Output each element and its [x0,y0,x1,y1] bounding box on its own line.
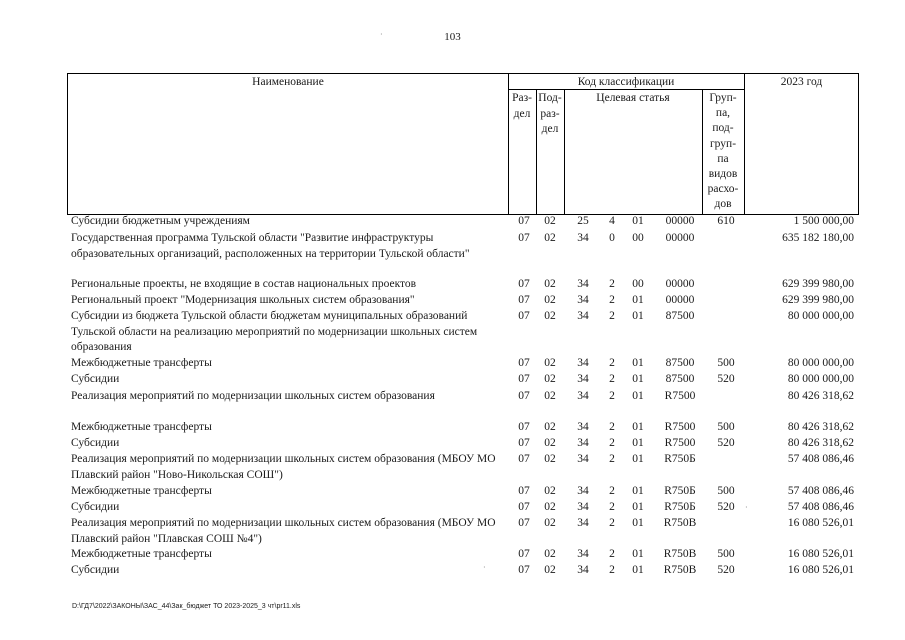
cell-target-event: 00 [632,278,644,290]
cell-target-direction: R750В [663,548,697,560]
cell-amount-2023: 80 000 000,00 [787,357,854,369]
cell-target-program: 34 [577,501,589,513]
cell-target-program: 34 [577,357,589,369]
cell-razdel: 07 [518,215,530,227]
column-header-target: Целевая статья [596,92,670,104]
cell-target-program: 34 [577,390,589,402]
cell-target-direction: 00000 [665,215,695,227]
cell-razdel: 07 [518,357,530,369]
cell-target-subprogram: 2 [609,517,615,529]
scan-speck: · [483,563,486,572]
cell-amount-2023: 16 080 526,01 [787,548,854,560]
cell-target-subprogram: 2 [609,390,615,402]
cell-expense-type: 520 [717,501,735,513]
cell-target-direction: 00000 [665,278,695,290]
vid-line: Груп- [709,92,737,104]
cell-target-program: 34 [577,548,589,560]
cell-target-program: 34 [577,485,589,497]
column-header-podrazdel [536,91,564,138]
row-name: Межбюджетные трансферты [71,357,212,369]
cell-podrazdel: 02 [544,357,556,369]
cell-podrazdel: 02 [544,564,556,576]
cell-podrazdel: 02 [544,453,556,465]
cell-podrazdel: 02 [544,501,556,513]
vid-line: па [717,152,729,165]
cell-target-event: 01 [632,453,644,465]
cell-amount-2023: 80 426 318,62 [787,390,854,402]
row-name: Субсидии [71,501,120,513]
cell-podrazdel: 02 [544,517,556,529]
cell-target-event: 01 [632,373,644,385]
row-name: Межбюджетные трансферты [71,548,212,560]
column-header-code: Код классификации [577,76,675,88]
cell-amount-2023: 80 000 000,00 [787,373,854,385]
vid-line: па, [715,107,731,120]
cell-target-direction: R750Б [664,501,696,513]
cell-target-direction: R750Б [664,453,696,465]
cell-podrazdel: 02 [544,310,556,322]
cell-target-subprogram: 2 [609,485,615,497]
cell-razdel: 07 [518,437,530,449]
cell-target-program: 34 [577,564,589,576]
column-header-name: Наименование [252,76,324,88]
cell-target-event: 01 [632,294,644,306]
row-name: Реализация мероприятий по модернизации школьных систем образования [71,390,435,402]
cell-target-direction: 00000 [665,294,695,306]
cell-target-direction: R750В [663,564,697,576]
cell-amount-2023: 1 500 000,00 [793,215,854,227]
cell-target-direction: R750Б [664,485,696,497]
podrazdel-line: раз- [540,107,560,120]
page-number: 103 [444,31,461,43]
cell-podrazdel: 02 [544,232,556,244]
cell-target-event: 01 [632,564,644,576]
scan-speck: · [380,30,383,39]
cell-expense-type: 500 [717,357,735,369]
cell-expense-type: 500 [717,421,735,433]
cell-target-program: 34 [577,294,589,306]
cell-target-subprogram: 2 [609,310,615,322]
cell-razdel: 07 [518,390,530,402]
vid-line: под- [712,122,734,135]
cell-target-subprogram: 2 [609,453,615,465]
column-header-razdel [508,91,536,122]
file-path-footer: D:\ГД7\2022\ЗАКОНЫ\ЗАС_44\Зак_бюджет ТО 2023-2025_3 чт\pr11.xls [72,603,301,610]
row-name: Региональный проект "Модернизация школьных систем образования" [71,294,415,306]
cell-expense-type: 500 [717,485,735,497]
cell-target-subprogram: 2 [609,294,615,306]
razdel-line: Раз- [512,92,532,104]
cell-target-event: 01 [632,437,644,449]
cell-target-subprogram: 2 [609,564,615,576]
cell-target-program: 34 [577,421,589,433]
cell-razdel: 07 [518,310,530,322]
cell-razdel: 07 [518,232,530,244]
table-header [67,73,859,215]
cell-podrazdel: 02 [544,421,556,433]
cell-amount-2023: 629 399 980,00 [782,278,854,290]
cell-target-subprogram: 2 [609,373,615,385]
cell-podrazdel: 02 [544,294,556,306]
column-header-year: 2023 год [780,76,823,88]
cell-amount-2023: 16 080 526,01 [787,564,854,576]
cell-target-subprogram: 0 [609,232,615,244]
col-divider [564,89,565,214]
cell-target-direction: 87500 [665,373,695,385]
cell-target-program: 34 [577,453,589,465]
cell-target-event: 01 [632,501,644,513]
cell-target-direction: R7500 [664,437,696,449]
cell-razdel: 07 [518,421,530,433]
cell-target-subprogram: 2 [609,357,615,369]
cell-target-program: 34 [577,232,589,244]
row-name: Государственная программа Тульской области "Развитие инфраструктуры образовательных организаций, расположенных на территории Тульской области" [71,232,470,260]
cell-amount-2023: 16 080 526,01 [787,517,854,529]
cell-expense-type: 500 [717,548,735,560]
vid-line: груп- [709,137,737,150]
cell-target-program: 34 [577,310,589,322]
cell-razdel: 07 [518,501,530,513]
cell-target-event: 01 [632,357,644,369]
cell-expense-type: 610 [717,215,735,227]
cell-target-subprogram: 2 [609,548,615,560]
cell-target-direction: R7500 [664,421,696,433]
cell-target-program: 34 [577,437,589,449]
scan-speck: · [745,503,748,512]
cell-razdel: 07 [518,517,530,529]
cell-podrazdel: 02 [544,437,556,449]
cell-target-direction: 00000 [665,232,695,244]
cell-podrazdel: 02 [544,548,556,560]
cell-target-program: 25 [577,215,589,227]
row-name: Субсидии [71,437,120,449]
podrazdel-line: дел [541,123,559,135]
cell-target-event: 01 [632,421,644,433]
cell-target-subprogram: 4 [609,215,615,227]
razdel-line: дел [513,107,531,120]
cell-target-event: 01 [632,485,644,497]
row-name: Субсидии [71,373,120,385]
cell-amount-2023: 57 408 086,46 [787,485,854,497]
cell-razdel: 07 [518,278,530,290]
column-header-vid [702,91,744,213]
col-divider [744,74,745,214]
cell-expense-type: 520 [717,373,735,385]
row-name: Межбюджетные трансферты [71,485,212,497]
row-name: Реализация мероприятий по модернизации школьных систем образования (МБОУ МО Плавский район "Плавская СОШ №4") [71,517,496,545]
cell-razdel: 07 [518,373,530,385]
cell-podrazdel: 02 [544,390,556,402]
cell-target-subprogram: 2 [609,421,615,433]
cell-expense-type: 520 [717,437,735,449]
row-name: Региональные проекты, не входящие в состав национальных проектов [71,278,417,290]
cell-amount-2023: 80 000 000,00 [787,310,854,322]
cell-razdel: 07 [518,453,530,465]
cell-target-program: 34 [577,373,589,385]
cell-target-subprogram: 2 [609,437,615,449]
cell-target-direction: 87500 [665,310,695,322]
cell-target-event: 01 [632,390,644,402]
cell-podrazdel: 02 [544,215,556,227]
row-name: Субсидии бюджетным учреждениям [71,215,250,227]
cell-amount-2023: 80 426 318,62 [787,421,854,433]
cell-expense-type: 520 [717,564,735,576]
cell-target-subprogram: 2 [609,501,615,513]
cell-podrazdel: 02 [544,278,556,290]
cell-target-program: 34 [577,278,589,290]
cell-podrazdel: 02 [544,485,556,497]
podrazdel-line: Под- [538,92,562,104]
row-name: Субсидии [71,564,120,576]
cell-target-event: 01 [632,215,644,227]
vid-line: дов [714,198,732,211]
vid-line: расхо- [707,183,739,196]
cell-amount-2023: 80 426 318,62 [787,437,854,449]
cell-razdel: 07 [518,548,530,560]
row-name: Субсидии из бюджета Тульской области бюджетам муниципальных образований Тульской области на реализацию мероприятий по модернизации школьных систем образования [71,310,478,353]
cell-target-direction: R7500 [664,390,696,402]
cell-amount-2023: 57 408 086,46 [787,453,854,465]
cell-target-event: 01 [632,310,644,322]
cell-target-direction: R750В [663,517,697,529]
cell-target-event: 00 [632,232,644,244]
cell-target-event: 01 [632,548,644,560]
row-name: Межбюджетные трансферты [71,421,212,433]
cell-amount-2023: 629 399 980,00 [782,294,854,306]
cell-amount-2023: 57 408 086,46 [787,501,854,513]
cell-target-event: 01 [632,517,644,529]
row-name: Реализация мероприятий по модернизации школьных систем образования (МБОУ МО Плавский район "Ново-Никольская СОШ") [71,453,496,481]
cell-razdel: 07 [518,564,530,576]
cell-razdel: 07 [518,485,530,497]
cell-target-direction: 87500 [665,357,695,369]
cell-target-program: 34 [577,517,589,529]
cell-target-subprogram: 2 [609,278,615,290]
cell-amount-2023: 635 182 180,00 [782,232,854,244]
cell-podrazdel: 02 [544,373,556,385]
vid-line: видов [708,168,738,181]
cell-razdel: 07 [518,294,530,306]
